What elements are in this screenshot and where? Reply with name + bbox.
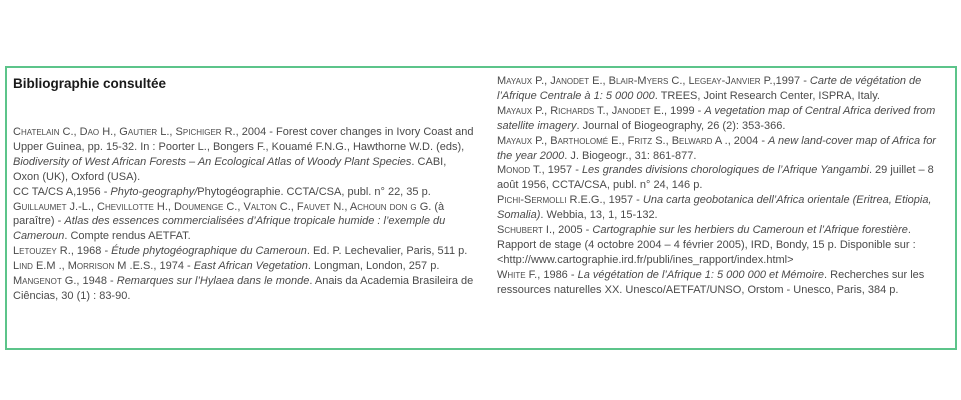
reference-source: . Recherches sur les ressources naturelles XX. Unesco/AETFAT/UNSO, Orstom - Unesco, Paris, 384 p. xyxy=(497,268,925,296)
reference-authors: Mangenot G. xyxy=(13,275,77,288)
reference-entry xyxy=(497,268,953,298)
reference-title: Étude phytogéographique du Cameroun xyxy=(111,245,307,258)
reference-title: Atlas des essences commercialisées d’Afrique tropicale humide : l’exemple du Cameroun xyxy=(13,215,446,243)
reference-entry xyxy=(497,163,953,193)
reference-text: (à paraître) - xyxy=(13,200,445,228)
reference-source: . Compte rendus AETFAT. xyxy=(64,230,191,243)
reference-authors: Chatelain C., Dao H., Gautier L., Spichiger R. xyxy=(13,126,236,138)
reference-entry xyxy=(497,193,953,223)
bibliography-title: Bibliographie consultée xyxy=(13,76,167,91)
reference-text: , 1968 - xyxy=(70,245,112,258)
reference-authors: Guillaumet J.-L., Chevillotte H., Doumenge C., Valton C., Fauvet N., Achoun don g G. xyxy=(13,200,432,213)
reference-source: . Rapport de stage (4 octobre 2004 – 4 février 2005), IRD, Bondy, 15 p. Disponible sur : <http://www.cartographie.ird.fr/publi/ines_rapport/index.html> xyxy=(497,224,916,266)
reference-authors: Lind E.M ., Morrison M .E.S. xyxy=(13,260,154,273)
reference-entry xyxy=(13,125,475,185)
reference-source: . Ed. P. Lechevalier, Paris, 511 p. xyxy=(306,245,468,258)
reference-authors: Mayaux P., Janodet E., Blair-Myers C., Legeay-Janvier P. xyxy=(497,75,773,87)
reference-source: . Journal of Biogeography, 26 (2): 353-366. xyxy=(576,119,786,132)
reference-title: Les grandes divisions chorologiques de l’Afrique Yangambi xyxy=(581,164,869,177)
reference-entry xyxy=(497,104,953,134)
reference-source: . CABI, Oxon (UK), Oxford (USA). xyxy=(13,155,447,183)
reference-title: Cartographie sur les herbiers du Cameroun et l’Afrique forestière xyxy=(592,224,908,237)
reference-authors: Letouzey R. xyxy=(13,245,71,258)
reference-title: Phyto-geography/ xyxy=(110,185,198,198)
reference-title: Carte de végétation de l’Afrique Centrale à 1: 5 000 000 xyxy=(497,75,922,102)
reference-text: , 2004 - xyxy=(727,134,769,147)
reference-entry xyxy=(497,134,953,164)
reference-source: . 29 juillet – 8 août 1956, CCTA/CSA, publ. n° 24, 146 p. xyxy=(497,164,934,192)
reference-title: La végétation de l’Afrique 1: 5 000 000 et Mémoire xyxy=(577,268,825,281)
reference-entry xyxy=(497,74,953,104)
reference-text: , 1957 - xyxy=(602,194,643,207)
reference-source: . Webbia, 13, 1, 15-132. xyxy=(540,209,658,222)
reference-entry xyxy=(497,223,953,268)
reference-text: , 2005 - xyxy=(552,224,593,237)
reference-source: . TREES, Joint Research Center, ISPRA, Italy. xyxy=(654,89,880,102)
reference-source: . J. Biogeogr., 31: 861-877. xyxy=(564,149,697,162)
reference-entry xyxy=(13,274,475,304)
reference-text: , 1948 - xyxy=(76,275,117,288)
reference-authors: Pichi-Sermolli R.E.G. xyxy=(497,194,603,207)
reference-title: A new land-cover map of Africa for the year 2000 xyxy=(497,134,936,162)
reference-text: , 1999 - xyxy=(664,104,705,117)
reference-authors: Schubert I. xyxy=(497,224,553,237)
reference-title: Una carta geobotanica dell’Africa orientale (Eritrea, Etiopia, Somalia) xyxy=(497,194,932,222)
reference-authors: Monod T. xyxy=(497,164,542,177)
reference-entry xyxy=(13,244,475,259)
reference-entry xyxy=(13,200,475,245)
reference-text: ,1997 - xyxy=(772,75,810,87)
reference-source: Phytogéographie. CCTA/CSA, publ. n° 22, 35 p. xyxy=(197,185,431,198)
reference-text: , 1957 - xyxy=(541,164,582,177)
reference-title: Biodiversity of West African Forests – An Ecological Atlas of Woody Plant Species xyxy=(13,155,412,168)
reference-source: . Anais da Academia Brasileira de Ciências, 30 (1) : 83-90. xyxy=(13,275,474,302)
reference-entry xyxy=(13,259,475,274)
reference-text: , 2004 - Forest cover changes in Ivory Coast and Upper Guinea, pp. 15-32. In : Poorter L., Bongers F., Kouamé F.N.G., Hawthorne W.D. (eds), xyxy=(13,126,474,153)
reference-source: . Longman, London, 257 p. xyxy=(307,260,440,273)
reference-authors: Mayaux P., Richards T., Janodet E. xyxy=(497,104,664,117)
reference-authors: CC TA/CS A xyxy=(13,185,74,198)
reference-title: Remarques sur l’Hylaea dans le monde xyxy=(116,275,310,288)
reference-title: A vegetation map of Central Africa derived from satellite imagery xyxy=(497,104,936,132)
reference-authors: Mayaux P., Bartholomé E., Fritz S., Belward A . xyxy=(497,134,728,147)
bibliography-frame xyxy=(5,66,957,350)
reference-entry xyxy=(13,185,475,200)
reference-title: East African Vegetation xyxy=(193,260,308,273)
reference-text: , 1986 - xyxy=(537,268,578,281)
reference-text: , 1974 - xyxy=(153,260,194,273)
left-reference-list xyxy=(13,125,475,304)
right-column xyxy=(497,74,953,298)
reference-text: ,1956 - xyxy=(73,185,111,198)
reference-authors: White F. xyxy=(497,268,538,281)
